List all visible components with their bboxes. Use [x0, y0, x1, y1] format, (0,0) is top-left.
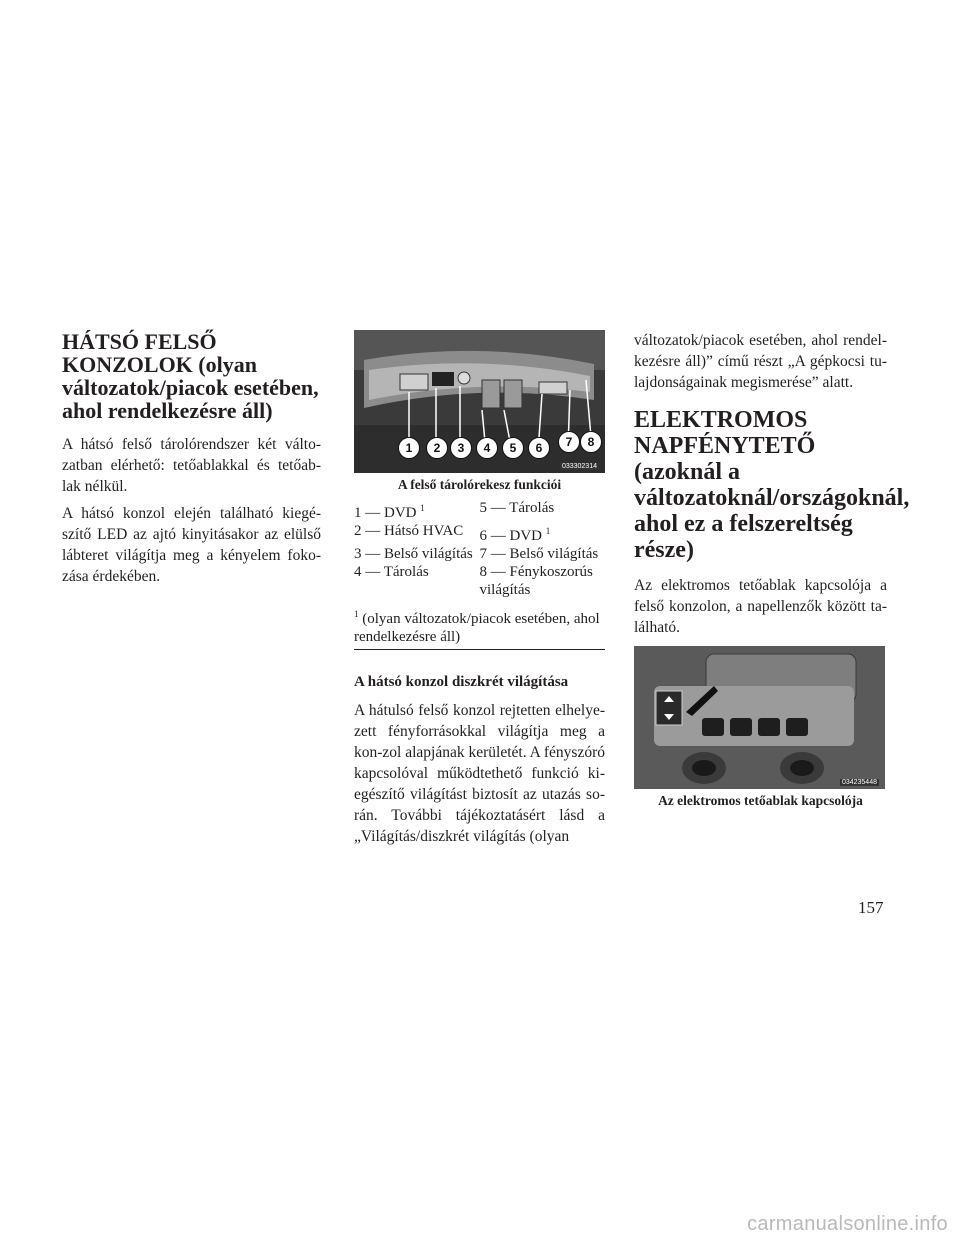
legend-item-5: 5 — Tárolás [479, 500, 555, 516]
left-column [62, 330, 321, 593]
footnote-marker: 1 [354, 609, 359, 619]
callout-6: 6 [528, 437, 550, 459]
legend-footnote [354, 605, 605, 650]
section-heading-power-sunroof: ELEKTROMOS NAPFÉNYTETŐ (azoknál a változatoknál/országoknál, ahol ez a felszereltség része) [634, 407, 910, 563]
watermark-text: carmanualsonline.info [747, 1213, 948, 1235]
legend-superscript: 1 [420, 503, 425, 513]
callout-8: 8 [580, 431, 602, 453]
figure-caption-overhead-storage: A felső tárolórekesz funkciói [397, 477, 562, 492]
legend-item-8: 8 — Fénykoszorús világítás [479, 564, 593, 598]
legend-item-6: 6 — DVD [479, 528, 542, 544]
callout-4: 4 [476, 437, 498, 459]
callout-7: 7 [558, 431, 580, 453]
callout-3: 3 [450, 437, 472, 459]
legend-item-4: 4 — Tárolás [354, 564, 429, 580]
legend-item-7: 7 — Belső világítás [479, 546, 599, 562]
sunroof-switch-photo [634, 646, 885, 789]
legend-item-3: 3 — Belső világítás [354, 546, 473, 562]
figure-id-code: 034235448 [841, 779, 877, 786]
paragraph-sunroof-switch-location: Az elektromos tetőablak kapcsolója a felső konzolon, a napellenzők között ta-lálható. [634, 577, 887, 636]
subheading-discreet-lighting: A hátsó konzol diszkrét világítása [354, 674, 569, 690]
legend-row [354, 563, 605, 599]
callout-5: 5 [502, 437, 524, 459]
legend-row [354, 522, 605, 545]
right-column [634, 330, 910, 815]
legend-row [354, 499, 605, 522]
section-heading-rear-overhead-consoles: HÁTSÓ FELSŐ KONZOLOK (olyan változatok/piacok esetében, ahol rendelkezésre áll) [62, 329, 319, 423]
overhead-console-photo [354, 330, 605, 473]
paragraph-discreet-lighting: A hátulsó felső konzol rejtetten elhelye-zett fényforrásokkal világítja meg a kon-zol alapjának kerületét. A fényszóró kapcsolóval működtethető funkció ki-egészítő világítást biztosít az utazás so-rán. További tájékoztatásért lásd a „Világítás/diszkrét világítás (olyan [354, 702, 605, 845]
sunroof-switch-illustration [634, 646, 885, 789]
legend-item-2: 2 — Hátsó HVAC [354, 523, 464, 539]
figure-id-code: 033302314 [561, 463, 597, 470]
callout-2: 2 [426, 437, 448, 459]
footnote-text: (olyan változatok/piacok esetében, ahol rendelkezésre áll) [354, 611, 600, 645]
legend-row [354, 545, 605, 563]
callout-1: 1 [398, 437, 420, 459]
page-number: 157 [858, 898, 884, 917]
paragraph-continuation: változatok/piacok esetében, ahol rendel-kezésre áll)” című részt „A gépkocsi tu-lajdonságainak megismerése” alatt. [634, 332, 887, 391]
paragraph-led-light: A hátsó konzol elején található kiegé-szítő LED az ajtó kinyitásakor az elülső lábteret világítja meg a kényelem foko-zása érdekében. [62, 505, 321, 585]
legend-superscript: 1 [545, 526, 551, 536]
figure-legend [354, 499, 605, 599]
legend-item-1: 1 — DVD [354, 505, 417, 521]
figure-caption-sunroof-switch: Az elektromos tetőablak kapcsolója [658, 793, 863, 808]
paragraph-storage-variants: A hátsó felső tárolórendszer két válto-zatban elérhető: tetőablakkal és tetőab-lak nélkül. [62, 436, 321, 495]
middle-column [354, 330, 605, 853]
